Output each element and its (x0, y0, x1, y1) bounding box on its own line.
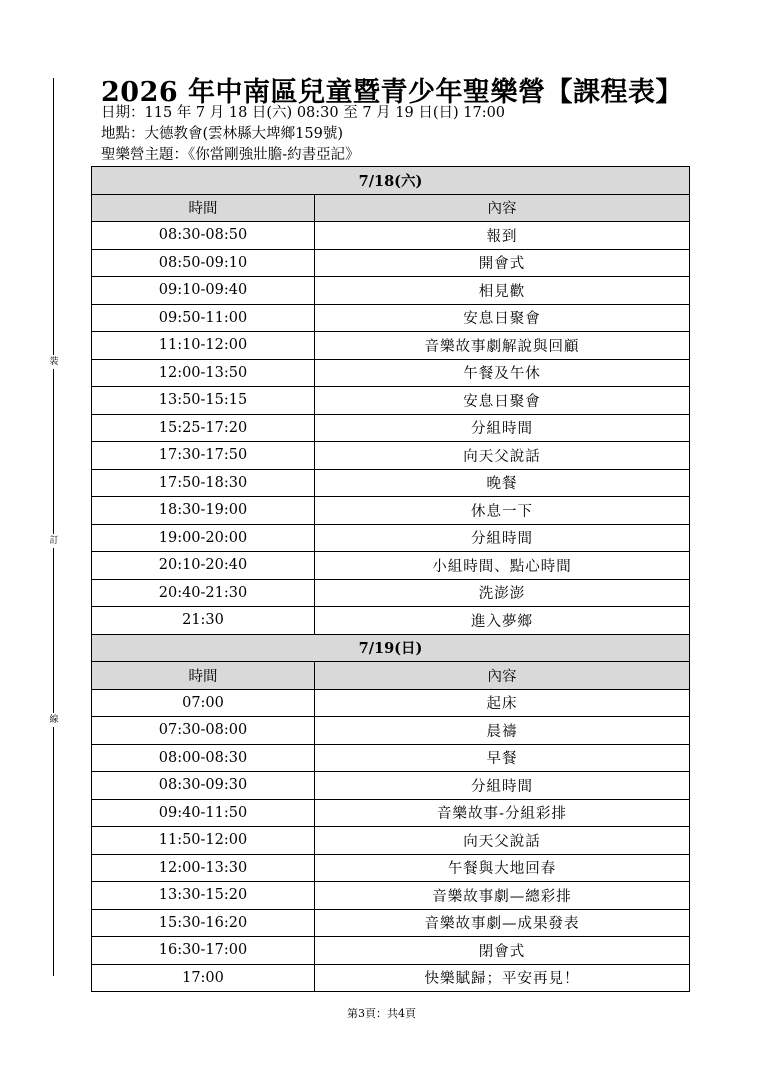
table-row (92, 304, 690, 332)
content-cell: 早餐 (315, 744, 690, 772)
time-cell: 08:00-08:30 (92, 744, 315, 772)
time-cell: 15:30-16:20 (92, 909, 315, 937)
time-cell: 15:25-17:20 (92, 414, 315, 442)
time-cell: 17:50-18:30 (92, 469, 315, 497)
time-cell: 13:50-15:15 (92, 387, 315, 415)
time-cell: 11:50-12:00 (92, 827, 315, 855)
event-date: 日期：115 年 7 月 18 日(六) 08:30 至 7 月 19 日(日) 17:00 (101, 105, 506, 121)
content-cell: 午餐與大地回春 (315, 854, 690, 882)
table-row (92, 717, 690, 745)
event-theme: 聖樂營主題：《你當剛強壯膽-約書亞記》 (101, 147, 360, 163)
content-cell: 休息一下 (315, 497, 690, 525)
binding-mark-3: 線 (49, 715, 59, 725)
table-row (92, 249, 690, 277)
day-header-row (92, 634, 690, 662)
time-cell: 13:30-15:20 (92, 882, 315, 910)
content-cell: 小組時間、點心時間 (315, 552, 690, 580)
table-row (92, 827, 690, 855)
table-row (92, 222, 690, 250)
time-cell: 16:30-17:00 (92, 937, 315, 965)
time-cell: 08:50-09:10 (92, 249, 315, 277)
table-row (92, 909, 690, 937)
content-cell: 音樂故事-分組彩排 (315, 799, 690, 827)
table-row (92, 607, 690, 635)
content-cell: 分組時間 (315, 414, 690, 442)
content-cell: 相見歡 (315, 277, 690, 305)
table-row (92, 332, 690, 360)
content-cell: 安息日聚會 (315, 304, 690, 332)
time-cell: 20:40-21:30 (92, 579, 315, 607)
content-column-header: 內容 (315, 194, 690, 222)
schedule-table (91, 166, 690, 992)
content-cell: 閉會式 (315, 937, 690, 965)
content-cell: 午餐及午休 (315, 359, 690, 387)
table-row (92, 937, 690, 965)
time-cell: 17:00 (92, 964, 315, 992)
content-cell: 報到 (315, 222, 690, 250)
content-cell: 晚餐 (315, 469, 690, 497)
time-cell: 07:30-08:00 (92, 717, 315, 745)
content-cell: 向天父說話 (315, 827, 690, 855)
time-cell: 17:30-17:50 (92, 442, 315, 470)
table-row (92, 772, 690, 800)
time-cell: 12:00-13:50 (92, 359, 315, 387)
time-cell: 20:10-20:40 (92, 552, 315, 580)
table-row (92, 744, 690, 772)
time-column-header: 時間 (92, 194, 315, 222)
day-label: 7/18(六) (92, 167, 690, 195)
time-cell: 09:40-11:50 (92, 799, 315, 827)
table-row (92, 442, 690, 470)
table-row (92, 359, 690, 387)
table-row (92, 387, 690, 415)
content-cell: 安息日聚會 (315, 387, 690, 415)
time-cell: 11:10-12:00 (92, 332, 315, 360)
table-row (92, 552, 690, 580)
content-column-header: 內容 (315, 662, 690, 690)
document-title: 2026 年中南區兒童暨青少年聖樂營【課程表】 (101, 77, 684, 108)
time-cell: 09:10-09:40 (92, 277, 315, 305)
table-row (92, 579, 690, 607)
table-row (92, 882, 690, 910)
table-row (92, 414, 690, 442)
content-cell: 快樂賦歸；平安再見！ (315, 964, 690, 992)
content-cell: 洗澎澎 (315, 579, 690, 607)
time-cell: 18:30-19:00 (92, 497, 315, 525)
binding-mark-1: 裝 (49, 357, 59, 367)
time-cell: 07:00 (92, 689, 315, 717)
content-cell: 開會式 (315, 249, 690, 277)
time-cell: 08:30-08:50 (92, 222, 315, 250)
content-cell: 向天父說話 (315, 442, 690, 470)
table-row (92, 497, 690, 525)
table-row (92, 277, 690, 305)
day-label: 7/19(日) (92, 634, 690, 662)
time-cell: 19:00-20:00 (92, 524, 315, 552)
content-cell: 進入夢鄉 (315, 607, 690, 635)
table-row (92, 854, 690, 882)
column-header-row (92, 194, 690, 222)
binding-mark-2: 訂 (49, 536, 59, 546)
binding-line (53, 78, 54, 976)
content-cell: 分組時間 (315, 772, 690, 800)
content-cell: 起床 (315, 689, 690, 717)
time-cell: 12:00-13:30 (92, 854, 315, 882)
table-row (92, 964, 690, 992)
table-row (92, 469, 690, 497)
time-cell: 09:50-11:00 (92, 304, 315, 332)
day-header-row (92, 167, 690, 195)
time-cell: 21:30 (92, 607, 315, 635)
column-header-row (92, 662, 690, 690)
content-cell: 分組時間 (315, 524, 690, 552)
page-footer: 第3頁：共4頁 (347, 1007, 416, 1020)
table-row (92, 689, 690, 717)
time-cell: 08:30-09:30 (92, 772, 315, 800)
table-row (92, 799, 690, 827)
event-location: 地點：大德教會(雲林縣大埤鄉159號) (101, 126, 343, 142)
table-row (92, 524, 690, 552)
content-cell: 音樂故事劇—總彩排 (315, 882, 690, 910)
content-cell: 音樂故事劇—成果發表 (315, 909, 690, 937)
content-cell: 晨禱 (315, 717, 690, 745)
content-cell: 音樂故事劇解說與回顧 (315, 332, 690, 360)
time-column-header: 時間 (92, 662, 315, 690)
